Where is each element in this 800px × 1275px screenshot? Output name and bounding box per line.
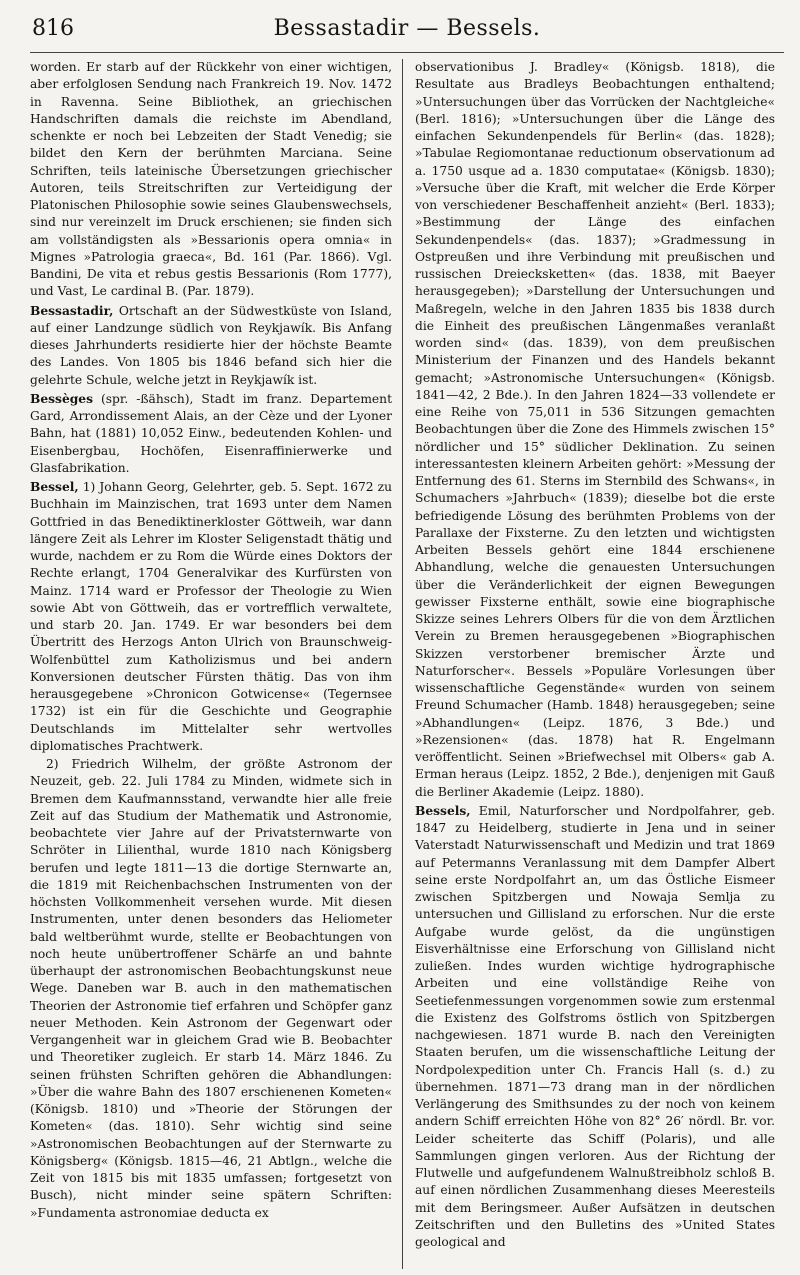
entry-bessel-2-continued: observationibus J. Bradley« (Königsb. 1818), die Resultate aus Bradleys Beobachtungen enthaltend; »Untersuchungen über das Vorrücken der Nachtgleiche« (Berl. 1816); »Untersuchungen über die Länge des einfachen Sekundenpendels für Berlin« (das. 1828); »Tabulae Regiomontanae reductionum observationum ad a. 1750 usque ad a. 1830 computatae« (Königsb. 1830); »Versuche über die Kraft, mit welcher die Erde Körper von verschiedener Beschaffenheit anzieht« (Berl. 1833); »Bestimmung der Länge des einfachen Sekundenpendels« (das. 1837); »Gradmessung in Ostpreußen und ihre Verbindung mit preußischen und russischen Dreiecksketten« (das. 1838, mit Baeyer herausgegeben); »Darstellung der Untersuchungen und Maßregeln, welche in den Jahren 1835 bis 1838 durch die Einheit des preußischen Längenmaßes veranlaßt worden sind« (das. 1839), von dem preußischen Ministerium der Finanzen und des Handels bekannt gemacht; »Astronomische Untersuchungen« (Königsb. 1841—42, 2 Bde.). In den Jahren 1824—33 vollendete er eine Reihe von 75,011 in 536 Sitzungen gemachten Beobachtungen über die Zone des Himmels zwischen 15° nördlicher und 15° südlicher Deklination. Zu seinen interessantesten kleinern Arbeiten gehört: »Messung der Entfernung des 61. Sterns im Sternbild des Schwans«, in Schumachers »Jahrbuch« (1839); dieselbe bot die erste befriedigende Lösung des berühmten Problems von der Parallaxe der Fixsterne. Zu den letzten und wichtigsten Arbeiten Bessels gehört eine 1844 erschienene Abhandlung, welche die genauesten Untersuchungen über die Veränderlichkeit der eignen Bewegungen gewisser Fixsterne enthält, sowie eine biographische Skizze seines Lehrers Olbers für die von dem Ärztlichen Verein zu Bremen herausgegebenen »Biographischen Skizzen verstorbener bremischer Ärzte und Naturforscher«. Bessels »Populäre Vorlesungen über wissenschaftliche Gegenstände« wurden von seinem Freund Schumacher (Hamb. 1848) herausgegeben; seine »Abhandlungen« (Leipz. 1876, 3 Bde.) und »Rezensionen« (das. 1878) hat R. Engelmann veröffentlicht. Seinen »Briefwechsel mit Olbers« gab A. Erman heraus (Leipz. 1852, 2 Bde.), denjenigen mit Gauß die Berliner Akademie (Leipz. 1880). (415, 60, 775, 799)
page-header (30, 8, 784, 53)
headword-bessels: Bessels, (415, 802, 471, 818)
entry-text: (spr. -ßähsch), Stadt im franz. Departement Gard, Arrondissement Alais, an der Cèze und der Lyoner Bahn, hat (1881) 10,052 Einw., bedeutenden Kohlen- und Eisenbergbau, Hochöfen, Eisenraffinierwerke und Glasfabrikation. (30, 391, 392, 475)
entry-bessels (415, 802, 775, 1252)
text-columns (30, 59, 784, 1269)
entry-text: 1) Johann Georg, Gelehrter, geb. 5. Sept. 1672 zu Buchhain im Mainzischen, trat 1693 unter dem Namen Gottfried in das Benediktinerkloster Göttweih, war dann längere Zeit als Lehrer im Kloster Seligenstadt thätig und wurde, nachdem er zu Rom die Würde eines Doktors der Rechte erlangt, 1704 Generalvikar des Kurfürsten von Mainz. 1714 ward er Professor der Theologie zu Wien sowie Abt von Göttweih, das er vortrefflich verwaltete, und starb 20. Jan. 1749. Er war besonders bei dem Übertritt des Herzogs Anton Ulrich von Braunschweig-Wolfenbüttel zum Katholizismus und bei andern Konversionen deutscher Fürsten thätig. Das von ihm herausgegebene »Chronicon Gotwicense« (Tegernsee 1732) ist ein für die Geschichte und Geographie Deutschlands im Mittelalter sehr wertvolles diplomatisches Prachtwerk. (30, 480, 392, 753)
headword-bessastadir: Bessastadir, (30, 302, 114, 318)
page-number: 816 (32, 16, 74, 41)
running-head: Bessastadir — Bessels. (273, 16, 541, 41)
entry-text: Emil, Naturforscher und Nordpolfahrer, geb. 1847 zu Heidelberg, studierte in Jena und in seiner Vaterstadt Naturwissenschaft und Medizin und trat 1869 auf Petermanns Veranlassung mit dem Dampfer Albert seine erste Nordpolfahrt an, um das Östliche Eismeer zwischen Spitzbergen und Nowaja Semlja zu untersuchen und Gillisland zu erforschen. Nur die erste Aufgabe wurde gelöst, da die ungünstigen Eisverhältnisse eine Erforschung von Gillisland nicht zuließen. Indes wurden wichtige hydrographische Arbeiten und eine vollständige Reihe von Seetiefenmessungen vorgenommen sowie zum erstenmal die Existenz des Golfstroms östlich von Spitzbergen nachgewiesen. 1871 wurde B. nach den Vereinigten Staaten berufen, um die wissenschaftliche Leitung der Nordpolexpedition unter Ch. Francis Hall (s. d.) zu übernehmen. 1871—73 drang man in der nördlichen Verlängerung des Smithsundes zu der noch von keinem andern Schiff erreichten Höhe von 82° 26′ nördl. Br. vor. Leider scheiterte das Schiff (Polaris), und alle Sammlungen gingen verloren. Aus der Richtung der Flutwelle und aufgefundenem Walnußtreibholz schloß B. auf einen nördlichen Zusammenhang dieses Meeresteils mit dem Beringsmeer. Außer Aufsätzen in deutschen Zeitschriften und den Bulletins des »United States geological and (415, 803, 775, 1249)
entry-bessel-2: 2) Friedrich Wilhelm, der größte Astronom der Neuzeit, geb. 22. Juli 1784 zu Minden, widmete sich in Bremen dem Kaufmannsstand, verwandte hier alle freie Zeit auf das Studium der Mathematik und Astronomie, beobachtete vier Jahre auf der Privatsternwarte von Schröter in Lilienthal, wurde 1810 nach Königsberg berufen und legte 1811—13 die dortige Sternwarte an, die 1819 mit Reichenbachschen Instrumenten von der höchsten Vollkommenheit versehen wurde. Mit diesen Instrumenten, unter denen besonders das Heliometer bald weltberühmt wurde, stellte er Beobachtungen von noch heute unübertroffener Schärfe an und bahnte überhaupt der astronomischen Beobachtungskunst neue Wege. Daneben war B. auch in den mathematischen Theorien der Astronomie tief erfahren und Schöpfer ganz neuer Methoden. Kein Astronom der Gegenwart oder Vergangenheit war in gleichem Grad wie B. Beobachter und Theoretiker zugleich. Er starb 14. März 1846. Zu seinen frühsten Schriften gehören die Abhandlungen: »Über die wahre Bahn des 1807 erschienenen Kometen« (Königsb. 1810) und »Theorie der Störungen der Kometen« (das. 1810). Sehr wichtig sind seine »Astronomischen Beobachtungen auf der Sternwarte zu Königsberg« (Königsb. 1815—46, 21 Abtlgn., welche die Zeit von 1815 bis mit 1835 umfassen; fortgesetzt von Busch), nicht minder seine spätern Schriften: »Fundamenta astronomiae deducta ex (30, 757, 392, 1220)
entry-besseges (30, 390, 392, 477)
headword-besseges: Bessèges (30, 390, 93, 406)
entry-bessarion-continued: worden. Er starb auf der Rückkehr von einer wichtigen, aber erfolglosen Sendung nach Frankreich 19. Nov. 1472 in Ravenna. Seine Bibliothek, an griechischen Handschriften damals die reichste im Abendland, schenkte er noch bei Lebzeiten der Stadt Venedig; sie bildet den Kern der berühmten Marciana. Seine Schriften, teils lateinische Übersetzungen griechischer Autoren, teils Streitschriften zur Verteidigung der Platonischen Philosophie sowie seines Glaubenswechsels, sind nur vereinzelt im Druck erschienen; sie finden sich am vollständigsten als »Bessarionis opera omnia« in Mignes »Patrologia graeca«, Bd. 161 (Par. 1866). Vgl. Bandini, De vita et rebus gestis Bessarionis (Rom 1777), und Vast, Le cardinal B. (Par. 1879). (30, 60, 392, 299)
left-column (30, 59, 402, 1269)
headword-bessel: Bessel, (30, 479, 79, 494)
entry-bessastadir (30, 302, 392, 389)
entry-bessel-1 (30, 478, 392, 755)
entry-text: Ortschaft an der Südwestküste von Island, auf einer Landzunge südlich von Reykjawík. Bis Anfang dieses Jahrhunderts residierte hier der höchste Beamte des Landes. Von 1805 bis 1846 befand sich hier die gelehrte Schule, welche jetzt in Reykjawík ist. (30, 303, 392, 387)
right-column (403, 59, 775, 1269)
